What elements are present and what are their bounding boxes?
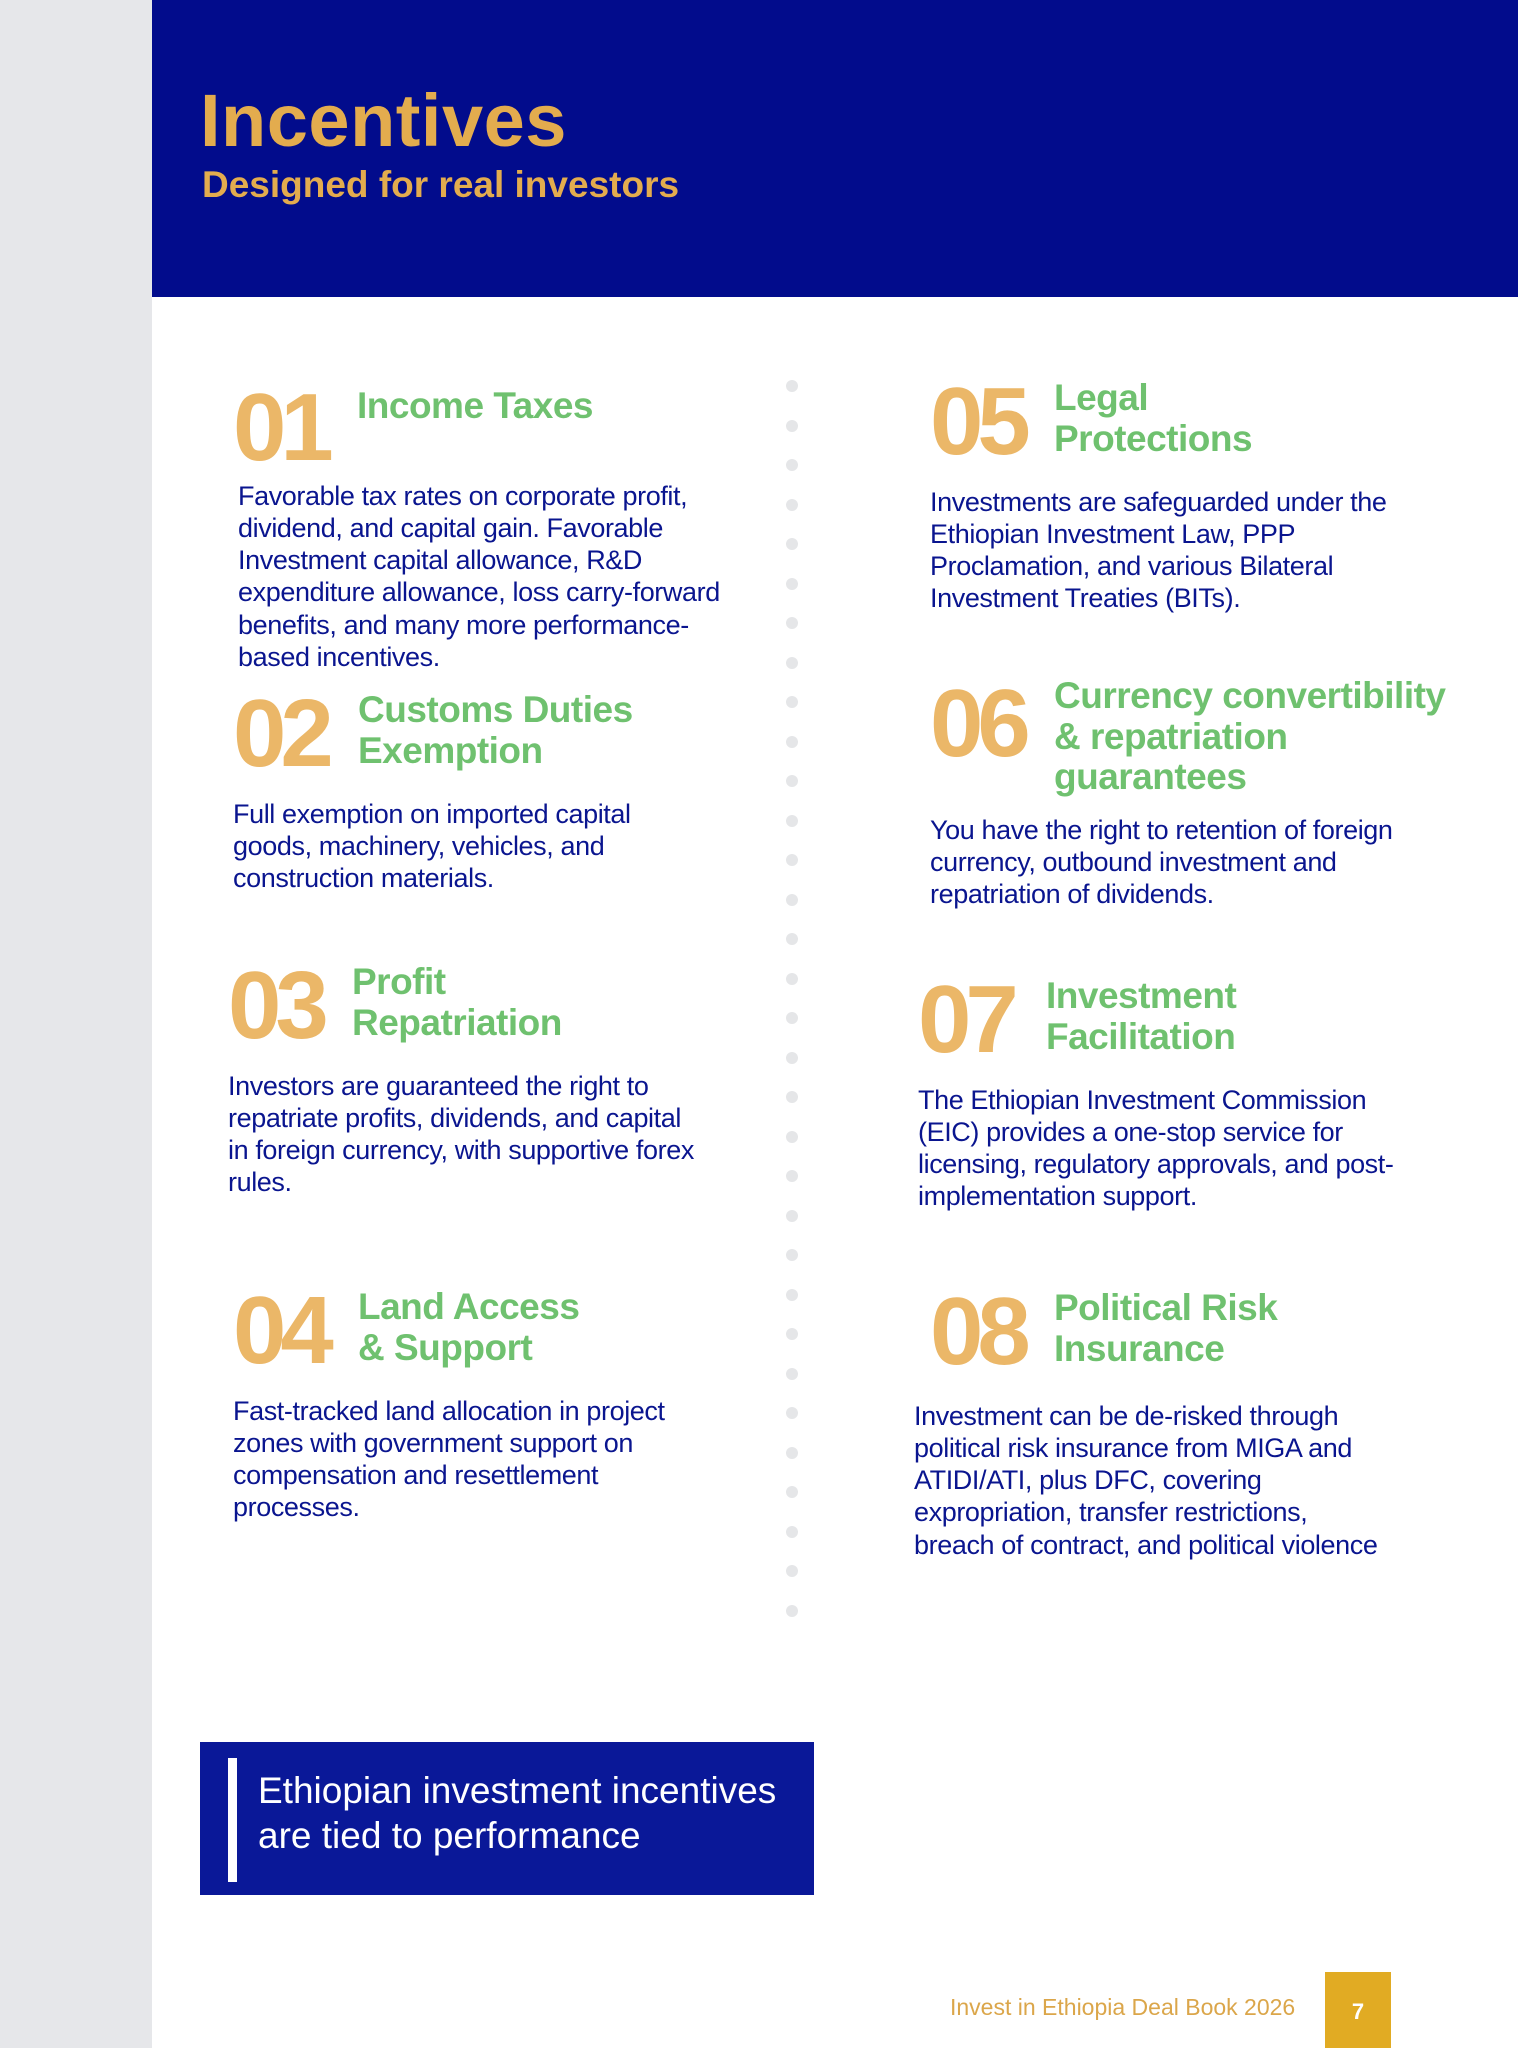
divider-dot [786, 1486, 798, 1498]
page-title: Incentives [200, 79, 567, 162]
item-number: 06 [930, 670, 1025, 777]
divider-dot [786, 894, 798, 906]
divider-dot [786, 1526, 798, 1538]
item-number: 05 [930, 368, 1025, 475]
divider-dot [786, 578, 798, 590]
divider-dot [786, 736, 798, 748]
item-description: Favorable tax rates on corporate profit, dividend, and capital gain. Favorable Investment capital allowance, R&D expenditure allowance, loss carry-forward benefits, and many more performance-based incentives. [238, 481, 720, 672]
divider-dot [786, 657, 798, 669]
divider-dot [786, 617, 798, 629]
item-description: Full exemption on imported capital goods, machinery, vehicles, and construction materials. [233, 799, 631, 894]
divider-dot [786, 1249, 798, 1261]
divider-dot [786, 973, 798, 985]
item-heading: Currency convertibility & repatriation guarantees [1054, 675, 1446, 798]
divider-dot [786, 1170, 798, 1182]
item-number: 02 [233, 680, 328, 787]
item-heading: Political Risk Insurance [1054, 1287, 1278, 1369]
item-number: 03 [228, 952, 323, 1059]
divider-dot [786, 775, 798, 787]
item-description: The Ethiopian Investment Commission (EIC) provides a one-stop service for licensing, regulatory approvals, and post-implementation support. [918, 1085, 1394, 1212]
divider-dot [786, 933, 798, 945]
divider-dot [786, 380, 798, 392]
item-heading: Legal Protections [1054, 377, 1253, 459]
divider-dot [786, 1012, 798, 1024]
divider-dot [786, 1210, 798, 1222]
divider-dot [786, 1368, 798, 1380]
divider-dot [786, 538, 798, 550]
footer-publication-title: Invest in Ethiopia Deal Book 2026 [950, 1994, 1296, 2020]
divider-dot [786, 815, 798, 827]
item-description: Investors are guaranteed the right to repatriate profits, dividends, and capital in foreign currency, with supportive forex rules. [228, 1071, 694, 1198]
page-subtitle: Designed for real investors [202, 164, 680, 205]
divider-dot [786, 1328, 798, 1340]
item-description: Investments are safeguarded under the Ethiopian Investment Law, PPP Proclamation, and various Bilateral Investment Treaties (BITs). [930, 487, 1387, 614]
divider-dot [786, 1091, 798, 1103]
divider-dot [786, 1407, 798, 1419]
left-margin-strip [0, 0, 152, 2048]
callout-text: Ethiopian investment incentives are tied to performance [258, 1770, 777, 1857]
divider-dot [786, 854, 798, 866]
page-header [152, 0, 1518, 297]
divider-dot [786, 1052, 798, 1064]
page-number-box [1325, 1972, 1391, 2048]
divider-dot [786, 696, 798, 708]
item-number: 07 [918, 966, 1013, 1073]
item-heading: Land Access & Support [358, 1286, 580, 1368]
divider-dot [786, 1565, 798, 1577]
item-heading: Income Taxes [357, 385, 593, 426]
divider-dot [786, 1131, 798, 1143]
item-description: Investment can be de-risked through political risk insurance from MIGA and ATIDI/ATI, plus DFC, covering expropriation, transfer restrictions, breach of contract, and political violence [914, 1401, 1378, 1560]
callout-box [200, 1742, 814, 1895]
callout-accent-bar [228, 1758, 237, 1882]
divider-dot [786, 420, 798, 432]
divider-dot [786, 499, 798, 511]
divider-dot [786, 1605, 798, 1617]
dotted-column-divider [786, 380, 800, 1640]
item-number: 04 [233, 1277, 328, 1384]
divider-dot [786, 1289, 798, 1301]
item-description: You have the right to retention of foreign currency, outbound investment and repatriation of dividends. [930, 815, 1393, 910]
item-number: 01 [233, 374, 328, 481]
divider-dot [786, 459, 798, 471]
item-heading: Investment Facilitation [1046, 975, 1237, 1057]
item-heading: Profit Repatriation [352, 961, 562, 1043]
item-description: Fast-tracked land allocation in project zones with government support on compensation and resettlement processes. [233, 1396, 665, 1523]
page-number: 7 [1351, 1999, 1365, 2024]
item-number: 08 [930, 1278, 1025, 1385]
divider-dot [786, 1447, 798, 1459]
item-heading: Customs Duties Exemption [358, 689, 633, 771]
